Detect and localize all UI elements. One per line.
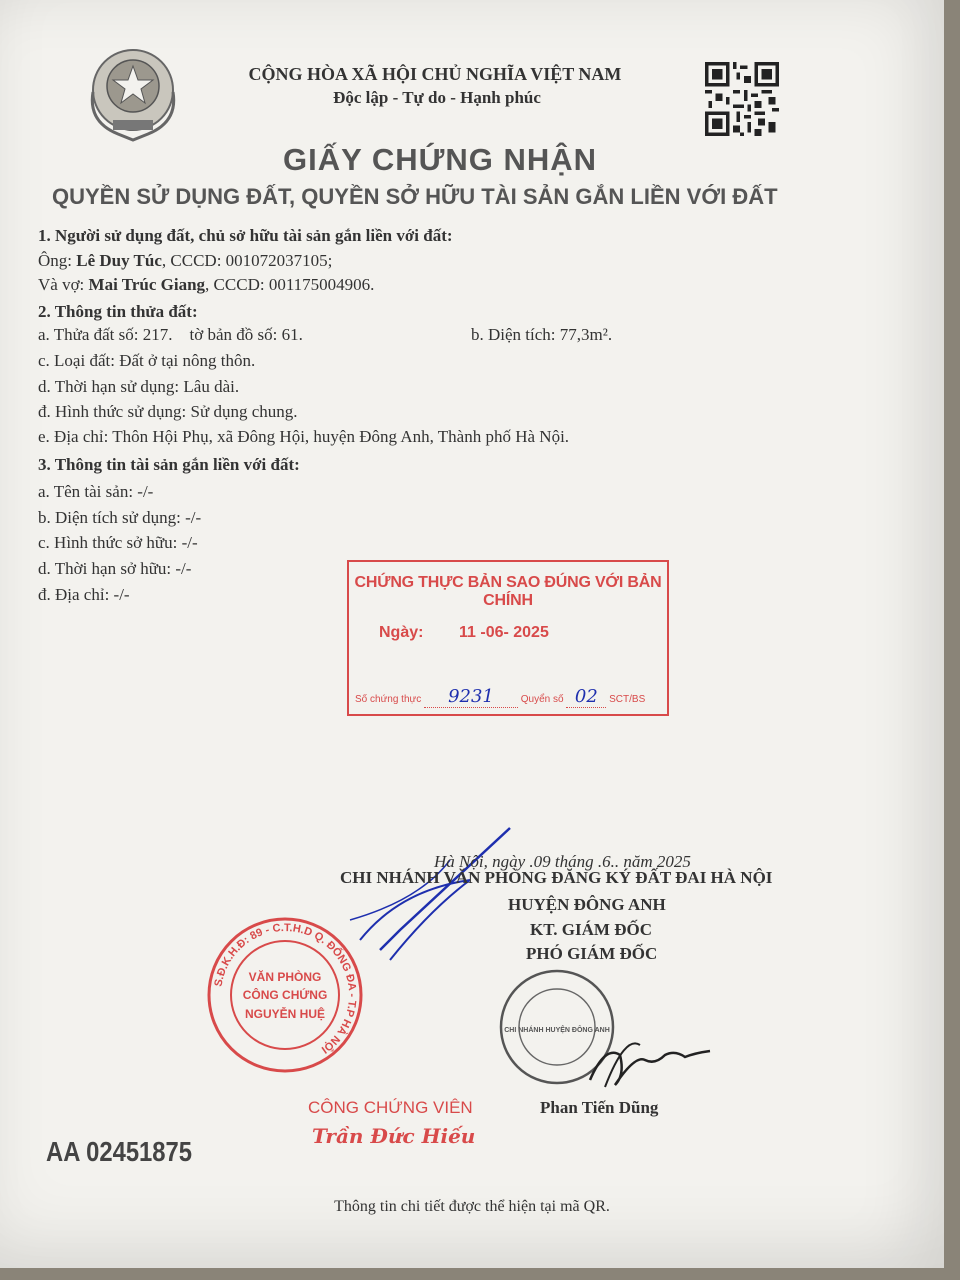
owner-name: Lê Duy Túc: [76, 251, 162, 270]
certificate-serial: AA 02451875: [46, 1136, 193, 1167]
spouse-id: , CCCD: 001175004906.: [205, 275, 375, 294]
land-type: c. Loại đất: Đất ở tại nông thôn.: [38, 351, 256, 370]
signer-name: Phan Tiến Dũng: [540, 1098, 659, 1117]
stamp-book-value: 02: [574, 686, 598, 707]
owner-prefix: Ông:: [38, 251, 77, 270]
seal-line1: VĂN PHÒNG: [248, 970, 322, 984]
qr-code-icon[interactable]: [705, 62, 779, 136]
footer-note: Thông tin chi tiết được thể hiện tại mã QR.: [334, 1198, 610, 1215]
spouse-name: Mai Trúc Giang: [88, 275, 206, 294]
stamp-title: CHỨNG THỰC BẢN SAO ĐÚNG VỚI BẢN CHÍNH: [354, 574, 662, 609]
issuing-org-line4: PHÓ GIÁM ĐỐC: [526, 944, 658, 963]
stamp-date-label: Ngày:: [379, 624, 424, 641]
seal-ring-text: S.Đ.K.H.Đ: 89 - C.T.H.D Q. ĐỐNG ĐA - T.P HÀ NỘI: [212, 921, 359, 1056]
section1-heading: [38, 226, 453, 246]
spouse-line: [38, 275, 374, 295]
stamp-book-suffix: SCT/BS: [609, 694, 646, 705]
spouse-prefix: Và vợ:: [38, 275, 89, 294]
certification-stamp: [347, 560, 669, 716]
seal-line3: NGUYỄN HUỆ: [244, 1007, 326, 1021]
stamp-book-label: Quyển số: [520, 694, 564, 705]
parcel-info: a. Thửa đất số: 217. tờ bản đồ số: 61.: [38, 325, 303, 344]
notary-signature-strokes: [340, 820, 530, 970]
usage-duration: d. Thời hạn sử dụng: Lâu dài.: [38, 377, 240, 396]
asset-usable-area: b. Diện tích sử dụng: -/-: [38, 508, 202, 527]
issuing-org-line1: CHI NHÁNH VĂN PHÒNG ĐĂNG KÝ ĐẤT ĐAI HÀ NỘI: [340, 868, 773, 887]
usage-form: đ. Hình thức sử dụng: Sử dụng chung.: [38, 402, 298, 421]
owner-id: , CCCD: 001072037105;: [161, 251, 333, 270]
document-title: GIẤY CHỨNG NHẬN: [283, 142, 597, 177]
section3-heading-text: 3. Thông tin tài sản gắn liền với đất:: [38, 455, 300, 474]
notary-office-seal: [205, 915, 365, 1075]
section1-heading-text: 1. Người sử dụng đất, chủ sở hữu tài sản gắn liền với đất:: [38, 226, 453, 245]
asset-address: đ. Địa chỉ: -/-: [38, 585, 130, 604]
document-subtitle: QUYỀN SỬ DỤNG ĐẤT, QUYỀN SỞ HỮU TÀI SẢN GẮN LIỀN VỚI ĐẤT: [52, 184, 778, 209]
stamp-number-line: [355, 686, 645, 708]
stamp-number-label: Số chứng thực: [355, 694, 422, 705]
place-and-date: Hà Nội, ngày .09 tháng .6.. năm 2025: [434, 852, 691, 871]
section2-heading-text: 2. Thông tin thửa đất:: [38, 302, 198, 321]
issuing-org-line2: HUYỆN ĐÔNG ANH: [508, 895, 666, 914]
section2-heading: [38, 302, 198, 322]
national-motto: Độc lập - Tự do - Hạnh phúc: [333, 88, 541, 107]
asset-ownership-form: c. Hình thức sở hữu: -/-: [38, 533, 198, 552]
section3-heading: [38, 455, 300, 475]
asset-ownership-duration: d. Thời hạn sở hữu: -/-: [38, 559, 192, 578]
parcel-area: b. Diện tích: 77,3m².: [471, 325, 613, 344]
notary-title: CÔNG CHỨNG VIÊN: [308, 1098, 473, 1117]
owner-line: [38, 251, 332, 271]
issuing-org-line3: KT. GIÁM ĐỐC: [530, 920, 652, 939]
notary-name: Trần Đức Hiếu: [312, 1124, 476, 1148]
asset-name: a. Tên tài sản: -/-: [38, 482, 154, 501]
director-signature: [585, 1025, 715, 1095]
round-seal-text: CHI NHÁNH HUYỆN ĐÔNG ANH: [504, 1027, 610, 1034]
stamp-number-value: 9231: [448, 686, 494, 707]
national-name: CỘNG HÒA XÃ HỘI CHỦ NGHĨA VIỆT NAM: [248, 64, 622, 84]
parcel-address: e. Địa chỉ: Thôn Hội Phụ, xã Đông Hội, huyện Đông Anh, Thành phố Hà Nội.: [38, 427, 570, 446]
stamp-date-value: 11 -06- 2025: [459, 624, 549, 641]
seal-line2: CÔNG CHỨNG: [242, 988, 328, 1002]
